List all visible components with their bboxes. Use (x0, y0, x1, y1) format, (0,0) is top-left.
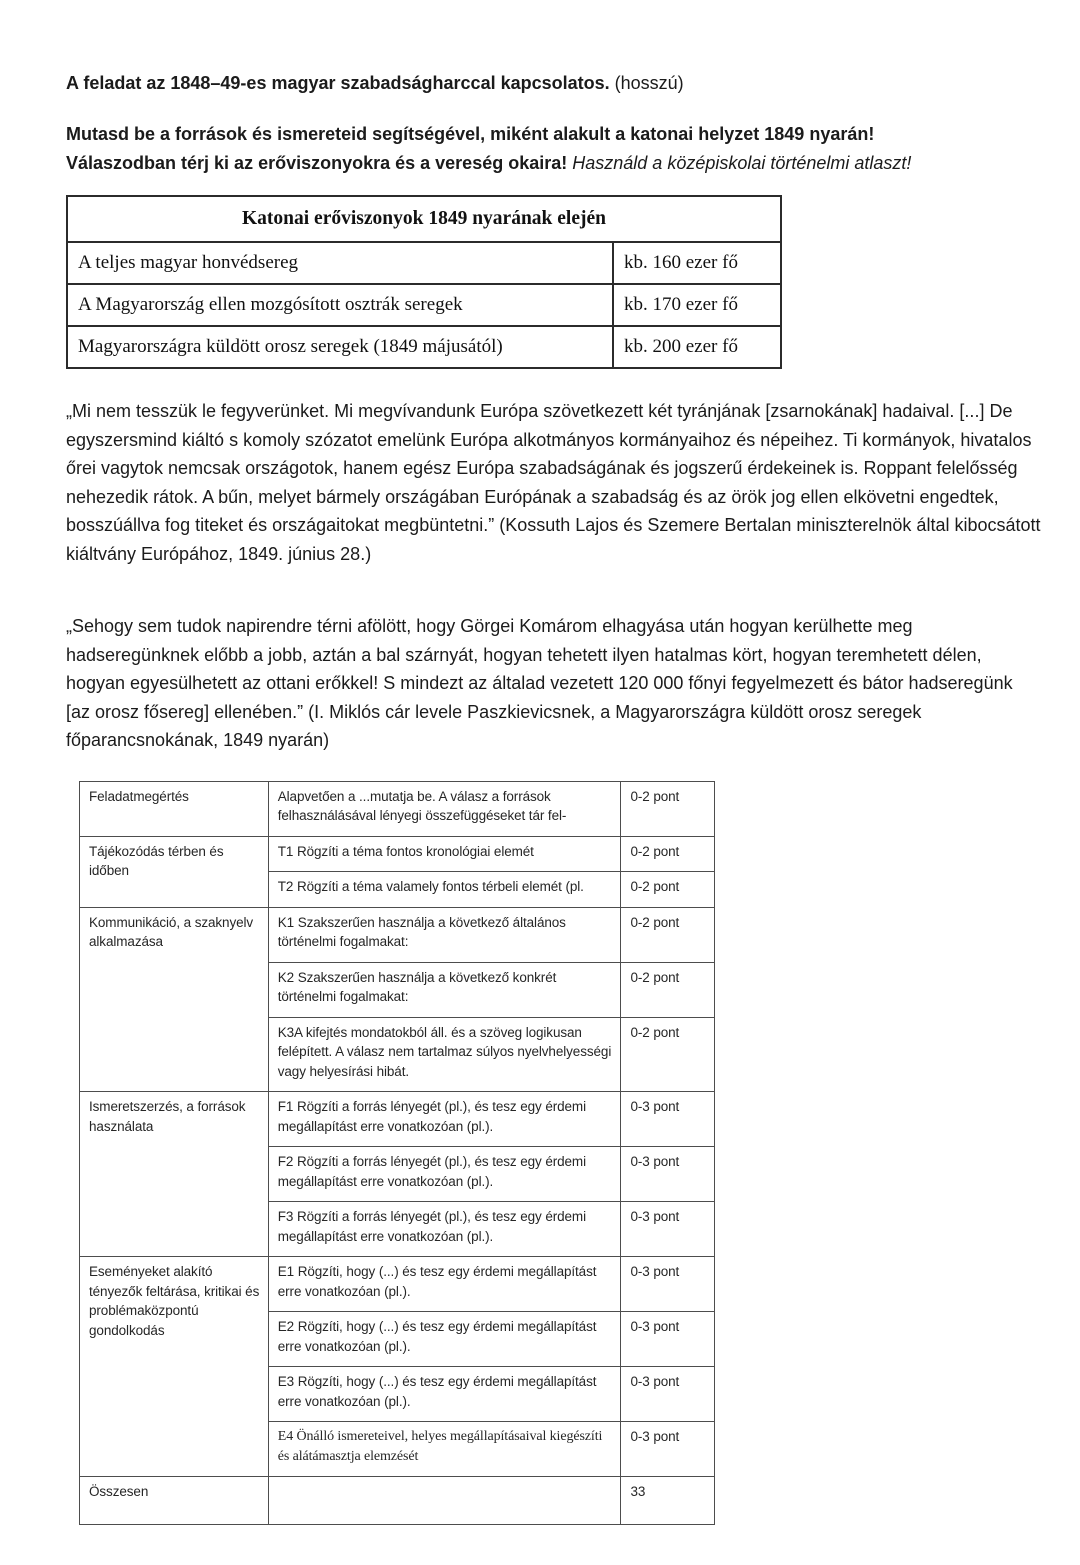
rubric-points: 0-2 pont (621, 781, 715, 836)
rubric-category: Ismeretszerzés, a források használata (80, 1092, 269, 1257)
rubric-category: Feladatmegértés (80, 781, 269, 836)
task-prompt (66, 120, 1020, 177)
rubric-criterion: E3 Rögzíti, hogy (...) és tesz egy érdemi megállapítást erre vonatkozóan (pl.). (268, 1367, 621, 1422)
rubric-total-row (80, 1477, 715, 1525)
rubric-points: 0-2 pont (621, 1017, 715, 1092)
rubric-criterion: K2 Szakszerűen használja a következő konkrét történelmi fogalmakat: (268, 962, 621, 1017)
task-intro (66, 70, 1020, 96)
rubric-criterion: Alapvetően a ...mutatja be. A válasz a források felhasználásával lényegi összefüggéseket tár fel- (268, 781, 621, 836)
table-row (80, 781, 715, 836)
task-intro-normal: (hosszú) (614, 73, 684, 93)
rubric-total-points: 33 (621, 1477, 715, 1525)
forces-row-value: kb. 160 ezer fő (613, 242, 781, 284)
rubric-points: 0-3 pont (621, 1367, 715, 1422)
forces-table-title-row (67, 196, 781, 242)
forces-row-value: kb. 200 ezer fő (613, 326, 781, 368)
rubric-criterion: K3A kifejtés mondatokból áll. és a szöveg logikusan felépített. A válasz nem tartalmaz súlyos nyelvhelyességi vagy helyesírási hibát. (268, 1017, 621, 1092)
rubric-table (79, 781, 715, 1525)
rubric-criterion: E4 Önálló ismereteivel, helyes megállapításaival kiegészíti és alátámasztja elemzését (268, 1422, 621, 1477)
table-row (67, 242, 781, 284)
table-row (80, 1092, 715, 1147)
rubric-criterion: T1 Rögzíti a téma fontos kronológiai elemét (268, 836, 621, 872)
forces-row-label: Magyarországra küldött orosz seregek (1849 májusától) (67, 326, 613, 368)
forces-row-value: kb. 170 ezer fő (613, 284, 781, 326)
source-quote-tsar: „Sehogy sem tudok napirendre térni afölött, hogy Görgei Komárom elhagyása után hogyan kerülhette meg hadseregünknek előbb a jobb, aztán a bal szárnyát, hogyan tehetett ilyen hatalmas kört, hogyan teremhetett délen, hogyan egyesülhetett az ottani erőkkel! S mindezt az általad vezetett 120 000 főnyi fegyelmezett és bátor hadseregünk [az orosz fősereg] ellenében.” (I. Miklós cár levele Paszkievicsnek, a Magyarországra küldött orosz seregek főparancsnokának, 1849 nyarán) (66, 616, 1013, 750)
table-row (80, 1257, 715, 1312)
source-quote-kossuth: „Mi nem tesszük le fegyverünket. Mi megvívandunk Európa szövetkezett két tyránjának [zsarnokának] hadaival. [...] De egyszersmind kiáltó s komoly szózatot emelünk Európa alkotmányos kormányaihoz és népeihez. Ti kormányok, hivatalos őrei vagytok nemcsak országotok, hanem egész Európa szabadságának és jogszerű érdekeinek is. Roppant felelősség nehezedik rátok. A bűn, melyet bármely országában Európának a szabadság és az örök jog ellen elkövetni engedtek, bosszúállva fog titeket és országaitokat megbüntetni.” (Kossuth Lajos és Szemere Bertalan miniszterelnök által kibocsátott kiáltvány Európához, 1849. június 28.) (66, 401, 1041, 564)
rubric-criterion: E1 Rögzíti, hogy (...) és tesz egy érdemi megállapítást erre vonatkozóan (pl.). (268, 1257, 621, 1312)
rubric-points: 0-3 pont (621, 1422, 715, 1477)
forces-row-label: A teljes magyar honvédsereg (67, 242, 613, 284)
rubric-points: 0-3 pont (621, 1312, 715, 1367)
rubric-total-label: Összesen (80, 1477, 269, 1525)
table-row (80, 907, 715, 962)
rubric-points: 0-3 pont (621, 1202, 715, 1257)
rubric-category: Kommunikáció, a szaknyelv alkalmazása (80, 907, 269, 1092)
table-row (80, 836, 715, 872)
task-prompt-line2: Válaszodban térj ki az erőviszonyokra és a vereség okaira! (66, 152, 568, 173)
rubric-points: 0-2 pont (621, 962, 715, 1017)
rubric-category: Tájékozódás térben és időben (80, 836, 269, 907)
rubric-points: 0-2 pont (621, 836, 715, 872)
forces-table (66, 195, 782, 369)
rubric-points: 0-3 pont (621, 1257, 715, 1312)
task-intro-bold: A feladat az 1848–49-es magyar szabadságharccal kapcsolatos. (66, 73, 610, 93)
task-prompt-italic: Használd a középiskolai történelmi atlaszt! (572, 152, 912, 173)
table-row (67, 284, 781, 326)
forces-table-title: Katonai erőviszonyok 1849 nyarának elején (67, 196, 781, 242)
rubric-criterion: F1 Rögzíti a forrás lényegét (pl.), és tesz egy érdemi megállapítást erre vonatkozóan (pl.). (268, 1092, 621, 1147)
rubric-points: 0-2 pont (621, 907, 715, 962)
rubric-points: 0-3 pont (621, 1147, 715, 1202)
rubric-criterion: F2 Rögzíti a forrás lényegét (pl.), és tesz egy érdemi megállapítást erre vonatkozóan (pl.). (268, 1147, 621, 1202)
rubric-points: 0-3 pont (621, 1092, 715, 1147)
task-prompt-line1: Mutasd be a források és ismereteid segítségével, miként alakult a katonai helyzet 1849 nyarán! (66, 124, 875, 144)
table-row (67, 326, 781, 368)
rubric-criterion: F3 Rögzíti a forrás lényegét (pl.), és tesz egy érdemi megállapítást erre vonatkozóan (pl.). (268, 1202, 621, 1257)
rubric-points: 0-2 pont (621, 872, 715, 908)
forces-row-label: A Magyarország ellen mozgósított osztrák seregek (67, 284, 613, 326)
rubric-category: Eseményeket alakító tényezők feltárása, kritikai és problémaközpontú gondolkodás (80, 1257, 269, 1477)
rubric-criterion: T2 Rögzíti a téma valamely fontos térbeli elemét (pl. (268, 872, 621, 908)
rubric-criterion: K1 Szakszerűen használja a következő általános történelmi fogalmakat: (268, 907, 621, 962)
rubric-total-empty (268, 1477, 621, 1525)
rubric-criterion: E2 Rögzíti, hogy (...) és tesz egy érdemi megállapítást erre vonatkozóan (pl.). (268, 1312, 621, 1367)
